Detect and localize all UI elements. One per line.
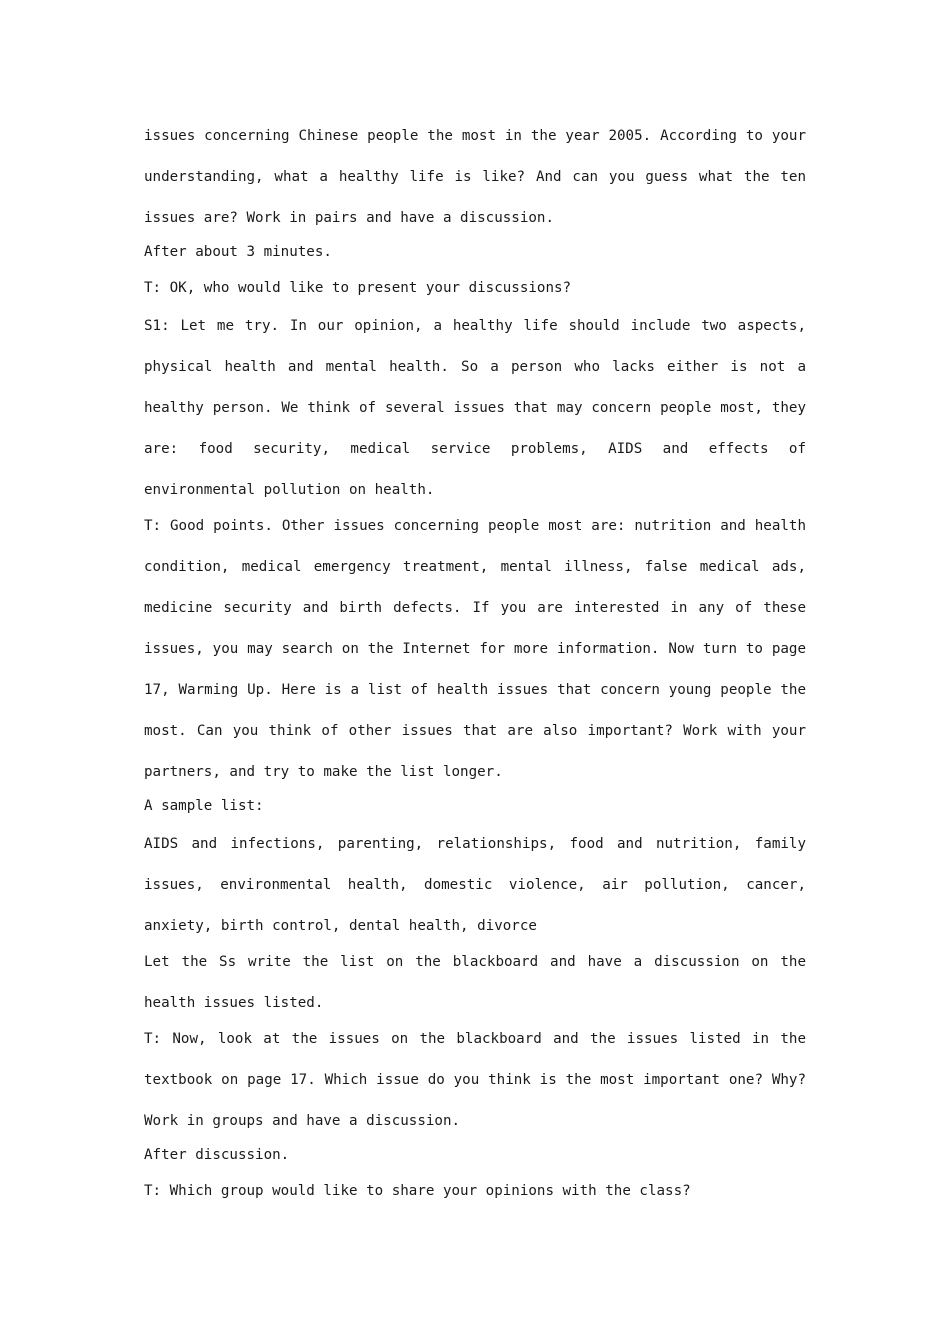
paragraph-blackboard-instruction: Let the Ss write the list on the blackboard and have a discussion on the health issues listed.	[144, 954, 806, 1011]
paragraph-teacher-points: T: Good points. Other issues concerning people most are: nutrition and health condition, medical emergency treatment, mental illness, false medical ads, medicine security and birth defects. If you are interested in any of these issues, you may search on the Internet for more information. Now turn to page 17, Warming Up. Here is a list of health issues that concern young people the most. Can you think of other issues that are also important? Work with your partners, and try to make the list longer.	[144, 518, 806, 780]
document-page	[144, 116, 806, 1209]
paragraph-after-discussion: After discussion.	[144, 1147, 290, 1163]
paragraph-after-minutes: After about 3 minutes.	[144, 244, 332, 260]
paragraph-student-answer: S1: Let me try. In our opinion, a healthy life should include two aspects, physical health and mental health. So a person who lacks either is not a healthy person. We think of several issues that may concern people most, they are: food security, medical service problems, AIDS and effects of environmental pollution on health.	[144, 318, 806, 498]
paragraph-intro: issues concerning Chinese people the most in the year 2005. According to your understanding, what a healthy life is like? And can you guess what the ten issues are? Work in pairs and have a discussion.	[144, 128, 806, 226]
paragraph-teacher-share: T: Which group would like to share your opinions with the class?	[144, 1183, 691, 1199]
paragraph-sample-list: AIDS and infections, parenting, relationships, food and nutrition, family issues, environmental health, domestic violence, air pollution, cancer, anxiety, birth control, dental health, divorce	[144, 836, 806, 934]
paragraph-teacher-question: T: OK, who would like to present your discussions?	[144, 280, 572, 296]
paragraph-teacher-now: T: Now, look at the issues on the blackboard and the issues listed in the textbook on page 17. Which issue do you think is the most important one? Why? Work in groups and have a discussion.	[144, 1031, 806, 1129]
paragraph-sample-list-label: A sample list:	[144, 798, 264, 814]
